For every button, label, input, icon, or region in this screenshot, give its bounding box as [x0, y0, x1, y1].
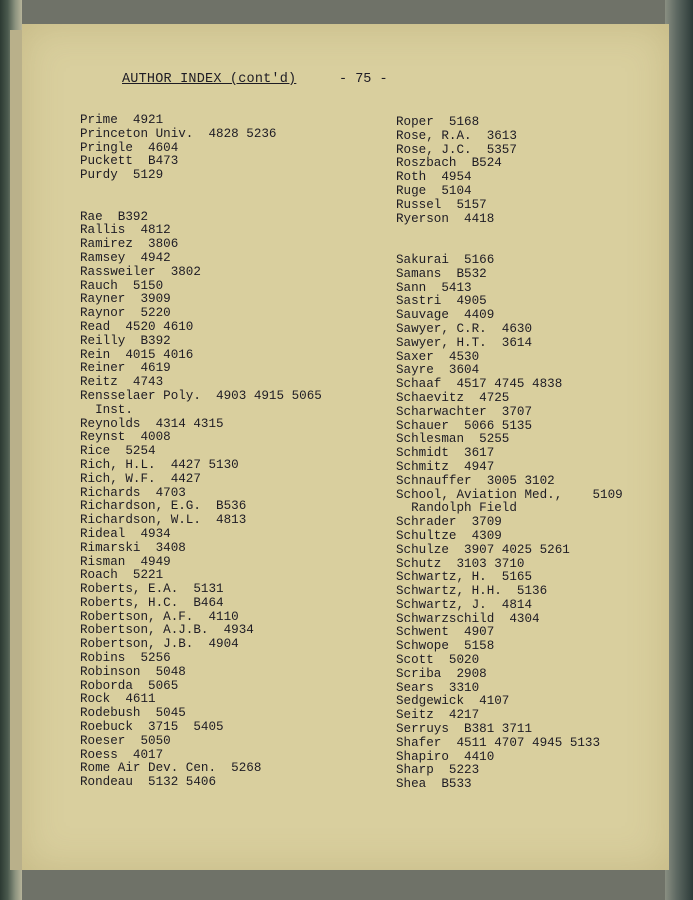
index-entry: Schaevitz 4725: [396, 390, 510, 405]
index-entry: Reynst 4008: [80, 430, 171, 445]
index-entry: Robertson, J.B. 4904: [80, 637, 239, 652]
index-entry: Schnauffer 3005 3102: [396, 473, 555, 488]
index-entry: Sears 3310: [396, 680, 480, 695]
index-entry: Rodebush 5045: [80, 706, 186, 721]
index-entry: Sastri 4905: [396, 294, 487, 309]
index-entry: Roeser 5050: [80, 733, 171, 748]
index-entry: Samans B532: [396, 266, 487, 281]
section-gap: [80, 183, 322, 197]
index-entry: Reitz 4743: [80, 375, 164, 390]
index-entry: Ramsey 4942: [80, 250, 171, 265]
index-entry: Schwope 5158: [396, 639, 495, 654]
index-entry: Seitz 4217: [396, 708, 480, 723]
index-entry: Schaaf 4517 4745 4838: [396, 377, 563, 392]
index-entry: Richardson, W.L. 4813: [80, 513, 247, 528]
index-entry: Risman 4949: [80, 554, 171, 569]
index-entry: Rimarski 3408: [80, 540, 186, 555]
index-entry: Schulze 3907 4025 5261: [396, 542, 570, 557]
index-entry: Reilly B392: [80, 333, 171, 348]
index-entry: Rauch 5150: [80, 278, 164, 293]
index-entry: Rose, J.C. 5357: [396, 142, 517, 157]
index-entry: Richardson, E.G. B536: [80, 499, 247, 514]
index-entry: Sauvage 4409: [396, 308, 495, 323]
index-entry: Schwartz, H. 5165: [396, 570, 533, 585]
index-entry: Prime 4921: [80, 113, 164, 127]
index-entry: Raynor 5220: [80, 306, 171, 321]
index-entry: Roebuck 3715 5405: [80, 720, 224, 735]
index-entry: Shapiro 4410: [396, 749, 495, 764]
index-entry: Schauer 5066 5135: [396, 418, 533, 433]
index-entry: Scriba 2908: [396, 666, 487, 681]
index-entry: Roess 4017: [80, 747, 164, 762]
page-header: [122, 72, 296, 87]
index-entry: Rayner 3909: [80, 292, 171, 307]
index-entry: Schwarzschild 4304: [396, 611, 540, 626]
index-entry: Purdy 5129: [80, 168, 164, 183]
index-entry: Rensselaer Poly. 4903 4915 5065: [80, 388, 322, 403]
index-entry: Sayre 3604: [396, 363, 480, 378]
document-page: [22, 24, 669, 870]
index-entry: Sawyer, H.T. 3614: [396, 335, 533, 350]
index-title: AUTHOR INDEX (cont'd): [122, 72, 297, 87]
index-entry: Rice 5254: [80, 444, 156, 459]
index-entry: Rose, R.A. 3613: [396, 128, 517, 143]
index-entry: Read 4520 4610: [80, 319, 194, 334]
index-entry: Rich, W.F. 4427: [80, 471, 201, 486]
index-entry: Saxer 4530: [396, 349, 480, 364]
index-entry: Schlesman 5255: [396, 432, 510, 447]
index-entry: Sakurai 5166: [396, 252, 495, 267]
index-entry: Rock 4611: [80, 692, 156, 707]
index-entry: Roach 5221: [80, 568, 164, 583]
section-gap: [396, 226, 623, 240]
index-entry: Reynolds 4314 4315: [80, 416, 224, 431]
index-entry: Schwartz, J. 4814: [396, 597, 533, 612]
index-entry: Inst.: [80, 402, 133, 417]
index-entry: Rae B392: [80, 209, 149, 224]
index-entry: Russel 5157: [396, 197, 487, 212]
index-entry: Robins 5256: [80, 651, 171, 666]
index-entry: Schrader 3709: [396, 515, 502, 530]
index-entry: Richards 4703: [80, 485, 186, 500]
index-entry: Robertson, A.F. 4110: [80, 609, 239, 624]
index-entry: Schwartz, H.H. 5136: [396, 584, 548, 599]
page-number: - 75 -: [339, 72, 388, 87]
index-entry: Rallis 4812: [80, 223, 171, 238]
index-entry: Schwent 4907: [396, 625, 495, 640]
index-entry: Rome Air Dev. Cen. 5268: [80, 761, 262, 776]
index-entry: Scharwachter 3707: [396, 404, 533, 419]
index-entry: Puckett B473: [80, 154, 179, 169]
index-entry: Schmitz 4947: [396, 459, 495, 474]
index-entry: Princeton Univ. 4828 5236: [80, 126, 277, 141]
index-entry: Schmidt 3617: [396, 446, 495, 461]
index-entry: Rich, H.L. 4427 5130: [80, 457, 239, 472]
index-entry: Rideal 4934: [80, 526, 171, 541]
index-entry: Roborda 5065: [80, 678, 179, 693]
index-entry: Robertson, A.J.B. 4934: [80, 623, 254, 638]
index-entry: School, Aviation Med., 5109: [396, 487, 623, 502]
index-entry: Sharp 5223: [396, 763, 480, 778]
index-entry: Pringle 4604: [80, 140, 179, 155]
index-entry: Roszbach B524: [396, 156, 502, 171]
index-entry: Scott 5020: [396, 653, 480, 668]
index-entry: Reiner 4619: [80, 361, 171, 376]
index-entry: Sann 5413: [396, 280, 472, 295]
index-entry: Rein 4015 4016: [80, 347, 194, 362]
index-entry: Sawyer, C.R. 4630: [396, 321, 533, 336]
index-entry: Rassweiler 3802: [80, 264, 201, 279]
section-gap: [396, 240, 623, 254]
section-gap: [80, 197, 322, 211]
index-entry: Shafer 4511 4707 4945 5133: [396, 735, 601, 750]
index-entry: Serruys B381 3711: [396, 722, 533, 737]
index-entry: Ruge 5104: [396, 183, 472, 198]
index-entry: Rondeau 5132 5406: [80, 775, 217, 790]
index-entry: Schultze 4309: [396, 528, 502, 543]
index-entry: Roberts, E.A. 5131: [80, 582, 224, 597]
index-entry: Schutz 3103 3710: [396, 556, 525, 571]
index-entry: Roth 4954: [396, 170, 472, 185]
index-entry: Robinson 5048: [80, 664, 186, 679]
right-column: [396, 116, 623, 792]
index-entry: Ramirez 3806: [80, 237, 179, 252]
index-entry: Randolph Field: [396, 501, 517, 516]
index-entry: Roper 5168: [396, 115, 480, 129]
index-entry: Roberts, H.C. B464: [80, 595, 224, 610]
right-page-edge: [665, 0, 693, 900]
index-entry: Ryerson 4418: [396, 211, 495, 226]
index-entry: Sedgewick 4107: [396, 694, 510, 709]
index-entry: Shea B533: [396, 777, 472, 792]
left-column: [80, 114, 322, 790]
